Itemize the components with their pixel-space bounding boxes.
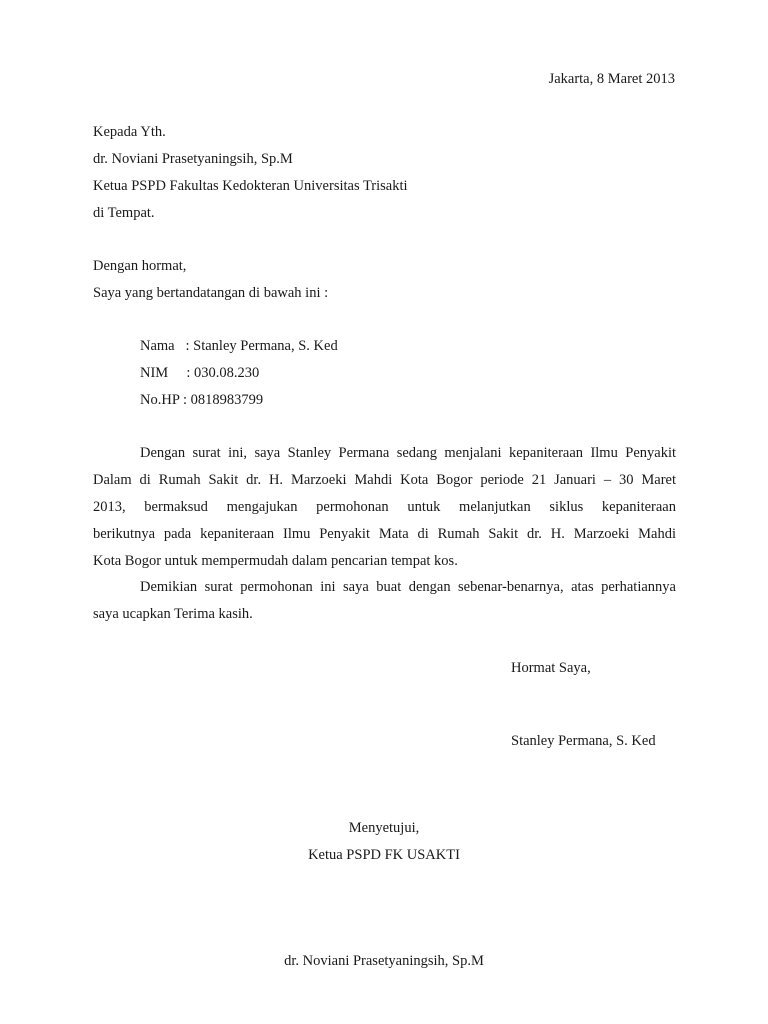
approval-label: Menyetujui, bbox=[348, 820, 420, 836]
closing: Hormat Saya, bbox=[511, 660, 591, 676]
field-nama: Nama : Stanley Permana, S. Ked bbox=[140, 338, 338, 354]
body-paragraph-1-line-4: berikutnya pada kepaniteraan Ilmu Penyakit Mata di Rumah Sakit dr. H. Marzoeki Mahdi bbox=[93, 526, 676, 542]
intro-text: Saya yang bertandatangan di bawah ini : bbox=[93, 285, 329, 301]
recipient-name: dr. Noviani Prasetyaningsih, Sp.M bbox=[93, 151, 293, 167]
approval-title: Ketua PSPD FK USAKTI bbox=[308, 847, 460, 863]
body-paragraph-1-line-5: Kota Bogor untuk mempermudah dalam pencarian tempat kos. bbox=[93, 553, 458, 569]
sender-name: Stanley Permana, S. Ked bbox=[511, 733, 656, 749]
field-hp: No.HP : 0818983799 bbox=[140, 392, 264, 408]
letter-date: Jakarta, 8 Maret 2013 bbox=[548, 71, 675, 87]
greeting: Dengan hormat, bbox=[93, 258, 187, 274]
approval-name: dr. Noviani Prasetyaningsih, Sp.M bbox=[284, 953, 484, 969]
recipient-salutation: Kepada Yth. bbox=[93, 124, 166, 140]
body-paragraph-2-line-1: Demikian surat permohonan ini saya buat dengan sebenar-benarnya, atas perhatiannya bbox=[140, 579, 676, 595]
body-paragraph-1-line-1: Dengan surat ini, saya Stanley Permana sedang menjalani kepaniteraan Ilmu Penyakit bbox=[140, 445, 676, 461]
recipient-position: Ketua PSPD Fakultas Kedokteran Universitas Trisakti bbox=[93, 178, 408, 194]
recipient-place: di Tempat. bbox=[93, 205, 155, 221]
field-nim: NIM : 030.08.230 bbox=[140, 365, 260, 381]
body-paragraph-1-line-2: Dalam di Rumah Sakit dr. H. Marzoeki Mahdi Kota Bogor periode 21 Januari – 30 Maret bbox=[93, 472, 676, 488]
body-paragraph-1-line-3: 2013, bermaksud mengajukan permohonan untuk melanjutkan siklus kepaniteraan bbox=[93, 499, 676, 515]
body-paragraph-2-line-2: saya ucapkan Terima kasih. bbox=[93, 606, 253, 622]
